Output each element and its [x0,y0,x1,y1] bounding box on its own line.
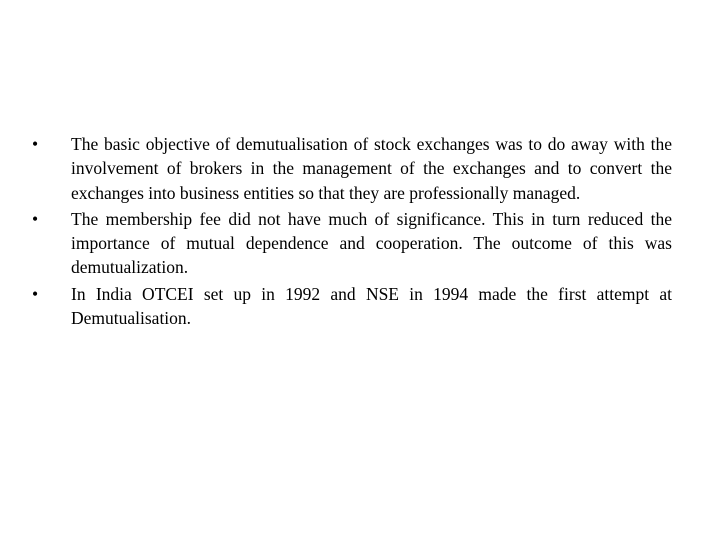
bullet-icon: • [32,134,39,154]
bullet-item [32,207,672,280]
bullet-item [32,282,672,331]
bullet-text: The basic objective of demutualisation of stock exchanges was to do away with the involvement of brokers in the management of the exchanges and to convert the exchanges into business entities so that they are professionally managed. [71,134,672,203]
bullet-list [32,132,672,332]
bullet-text: The membership fee did not have much of significance. This in turn reduced the importance of mutual dependence and cooperation. The outcome of this was demutualization. [71,208,672,278]
bullet-icon: • [32,208,39,229]
bullet-text: In India OTCEI set up in 1992 and NSE in 1994 made the first attempt at Demutualisation. [71,283,672,329]
bullet-item [32,132,672,205]
bullet-icon: • [32,283,39,304]
